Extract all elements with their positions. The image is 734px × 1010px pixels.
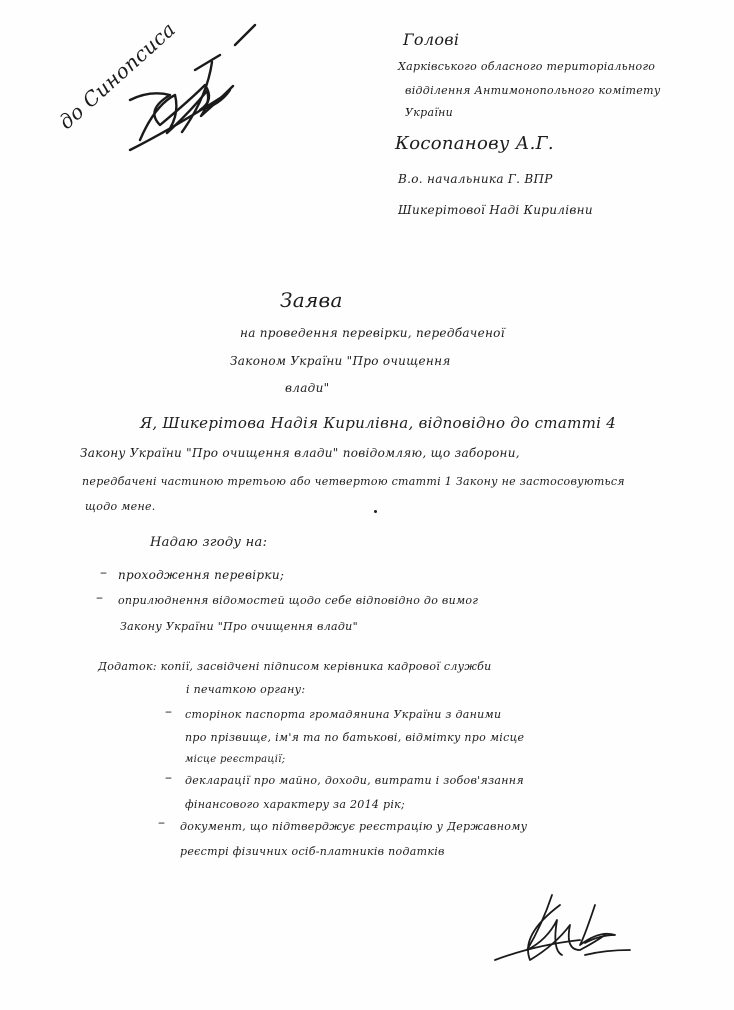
list-dash: –	[158, 815, 165, 831]
document-heading: Заява	[280, 288, 343, 312]
body-line: Я, Шикерітова Надія Кирилівна, відповідно до статті 4	[140, 414, 617, 432]
sender-position: В.о. начальника Г. ВПР	[398, 172, 553, 186]
consent-item: проходження перевірки;	[118, 568, 285, 582]
attachment-item: про прізвище, ім'я та по батькові, відмітку про місце	[185, 731, 525, 744]
attachment-item: документ, що підтверджує реєстрацію у Державному	[180, 820, 528, 833]
attachment-item: декларації про майно, доходи, витрати і зобов'язання	[185, 774, 524, 787]
list-dash: –	[96, 590, 103, 606]
sender-name: Шикерітової Наді Кирилівни	[398, 203, 593, 217]
body-line: Закону України "Про очищення влади" повідомляю, що заборони,	[80, 446, 520, 460]
attachments-heading: і печаткою органу:	[186, 683, 306, 696]
attachments-heading: Додаток: копії, засвідчені підписом керівника кадрової служби	[98, 660, 492, 673]
addressee-line: Харківського обласного територіального	[398, 60, 656, 73]
body-line: щодо мене.	[85, 500, 156, 513]
list-dash: –	[165, 770, 172, 786]
document-subtitle: Законом України "Про очищення	[230, 354, 451, 368]
list-dash: –	[100, 565, 107, 581]
list-dash: –	[165, 704, 172, 720]
document-subtitle: влади"	[285, 381, 330, 395]
body-line: передбачені частиною третьою або четвертою статті 1 Закону не застосовуються	[82, 475, 625, 488]
addressee-name: Косопанову А.Г.	[395, 133, 554, 154]
ink-dot	[374, 510, 377, 513]
document-subtitle: на проведення перевірки, передбаченої	[240, 326, 505, 340]
addressee-line: України	[405, 106, 454, 119]
consent-heading: Надаю згоду на:	[150, 535, 268, 550]
addressee-title: Голові	[403, 30, 460, 49]
addressee-line: відділення Антимонопольного комітету	[405, 84, 661, 97]
attachment-item: реєстрі фізичних осіб-платників податків	[180, 845, 445, 858]
consent-item: оприлюднення відомостей щодо себе відповідно до вимог	[118, 594, 479, 607]
attachment-item: місце реєстрації;	[185, 754, 286, 765]
consent-item: Закону України "Про очищення влади"	[120, 620, 358, 633]
resolution-signature	[130, 25, 255, 150]
bottom-signature	[495, 895, 630, 960]
attachment-item: фінансового характеру за 2014 рік;	[185, 798, 406, 811]
attachment-item: сторінок паспорта громадянина України з даними	[185, 708, 502, 721]
resolution-note: до Синопсиса	[53, 17, 181, 134]
